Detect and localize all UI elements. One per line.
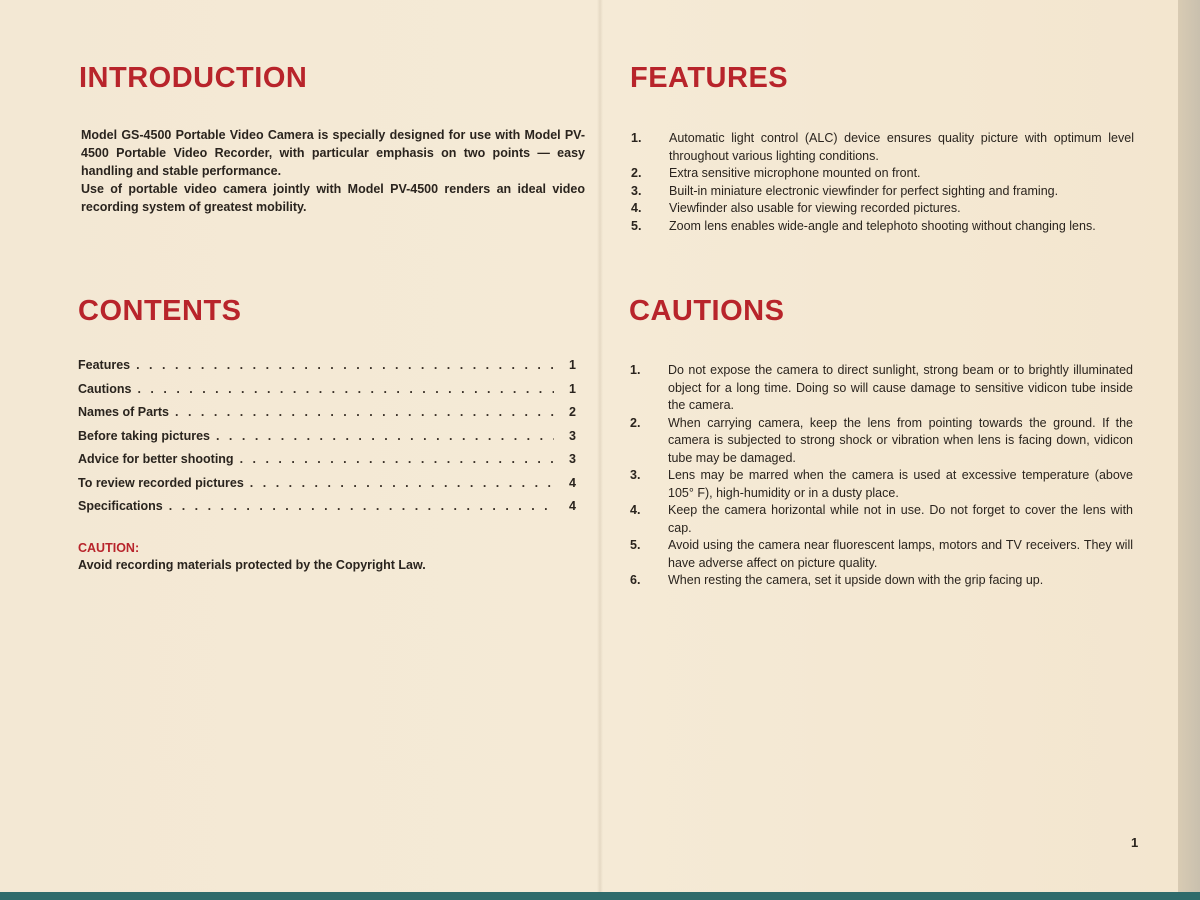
toc-leader	[216, 429, 554, 443]
cautions-list	[630, 362, 1133, 590]
list-item	[631, 200, 1134, 218]
list-item	[630, 502, 1133, 537]
item-number: 1.	[631, 131, 642, 145]
item-number: 6.	[630, 573, 641, 587]
item-number: 5.	[631, 218, 642, 233]
item-text: Zoom lens enables wide-angle and telephoto shooting without changing lens.	[669, 218, 1096, 233]
list-item	[630, 572, 1133, 590]
toc-page-number: 4	[569, 499, 576, 513]
item-text: Extra sensitive microphone mounted on front.	[669, 166, 921, 180]
item-number: 5.	[630, 538, 641, 552]
toc-page-number: 1	[569, 358, 576, 372]
item-text: Automatic light control (ALC) device ensures quality picture with optimum level throughout various lighting conditions.	[669, 131, 1134, 163]
item-number: 1.	[630, 363, 641, 377]
cover-edge	[0, 892, 1200, 900]
item-text: Keep the camera horizontal while not in use. Do not forget to cover the lens with cap.	[668, 503, 1133, 535]
item-text: Built-in miniature electronic viewfinder for perfect sighting and framing.	[669, 183, 1059, 198]
item-number: 2.	[631, 166, 642, 180]
item-number: 3.	[631, 183, 642, 198]
toc-page-number: 4	[569, 475, 576, 490]
toc-leader	[169, 499, 554, 513]
list-item	[631, 183, 1134, 201]
toc-label: Cautions	[78, 381, 132, 396]
list-item	[630, 537, 1133, 572]
introduction-paragraph-1: Model GS-4500 Portable Video Camera is specially designed for use with Model PV-4500 Portable Video Recorder, with particular emphasis on two points — easy handling and stable performance.	[81, 128, 585, 178]
item-text: When carrying camera, keep the lens from pointing towards the ground. If the camera is subjected to strong shock or vibration when lens is facing down, vidicon tube may be damaged.	[668, 415, 1133, 465]
toc-leader	[175, 405, 554, 419]
toc-label: Features	[78, 358, 131, 372]
toc-row[interactable]	[78, 499, 576, 523]
toc-page-number: 1	[569, 381, 576, 396]
list-item	[630, 362, 1133, 415]
caution-heading: CAUTION:	[78, 541, 140, 555]
introduction-title: INTRODUCTION	[79, 62, 308, 94]
item-number: 4.	[630, 503, 641, 517]
toc-label: Specifications	[78, 499, 163, 513]
table-of-contents	[78, 358, 576, 523]
toc-page-number: 3	[569, 452, 576, 466]
item-text: Do not expose the camera to direct sunlight, strong beam or to brightly illuminated object for a long time. Doing so will cause damage to sensitive vidicon tube inside the camera.	[668, 363, 1133, 412]
toc-leader	[137, 382, 554, 396]
item-text: Lens may be marred when the camera is used at excessive temperature (above 105° F), high-humidity or in a dusty place.	[668, 468, 1133, 500]
list-item	[630, 415, 1133, 468]
features-list	[631, 130, 1134, 235]
list-item	[630, 467, 1133, 502]
toc-row[interactable]	[78, 382, 576, 406]
toc-label: Before taking pictures	[78, 428, 210, 443]
page-number: 1	[1131, 835, 1139, 850]
toc-label: Advice for better shooting	[78, 452, 234, 466]
list-item	[631, 165, 1134, 183]
item-text: Viewfinder also usable for viewing recorded pictures.	[669, 201, 961, 215]
toc-label: To review recorded pictures	[78, 475, 244, 490]
introduction-text	[81, 126, 585, 216]
toc-row[interactable]	[78, 358, 576, 382]
toc-row[interactable]	[78, 452, 576, 476]
contents-title: CONTENTS	[78, 295, 242, 327]
item-number: 4.	[631, 201, 642, 215]
toc-page-number: 3	[569, 428, 576, 443]
toc-page-number: 2	[569, 405, 576, 419]
caution-copyright-text: Avoid recording materials protected by the Copyright Law.	[78, 558, 426, 572]
toc-leader	[250, 476, 554, 490]
item-text: Avoid using the camera near fluorescent lamps, motors and TV receivers. They will have adverse affect on picture quality.	[668, 538, 1133, 570]
list-item	[631, 130, 1134, 165]
item-number: 2.	[630, 415, 641, 430]
toc-leader	[240, 452, 554, 466]
item-text: When resting the camera, set it upside down with the grip facing up.	[668, 573, 1044, 587]
cautions-title: CAUTIONS	[629, 295, 785, 327]
toc-row[interactable]	[78, 476, 576, 500]
introduction-paragraph-2: Use of portable video camera jointly with Model PV-4500 renders an ideal video recording system of greatest mobility.	[81, 182, 585, 214]
toc-row[interactable]	[78, 405, 576, 429]
page-spine	[597, 0, 603, 892]
item-number: 3.	[630, 468, 641, 482]
toc-label: Names of Parts	[78, 405, 170, 419]
list-item	[631, 218, 1134, 236]
toc-leader	[136, 358, 554, 372]
page-edge	[1178, 0, 1200, 900]
features-title: FEATURES	[630, 62, 789, 94]
toc-row[interactable]	[78, 429, 576, 453]
